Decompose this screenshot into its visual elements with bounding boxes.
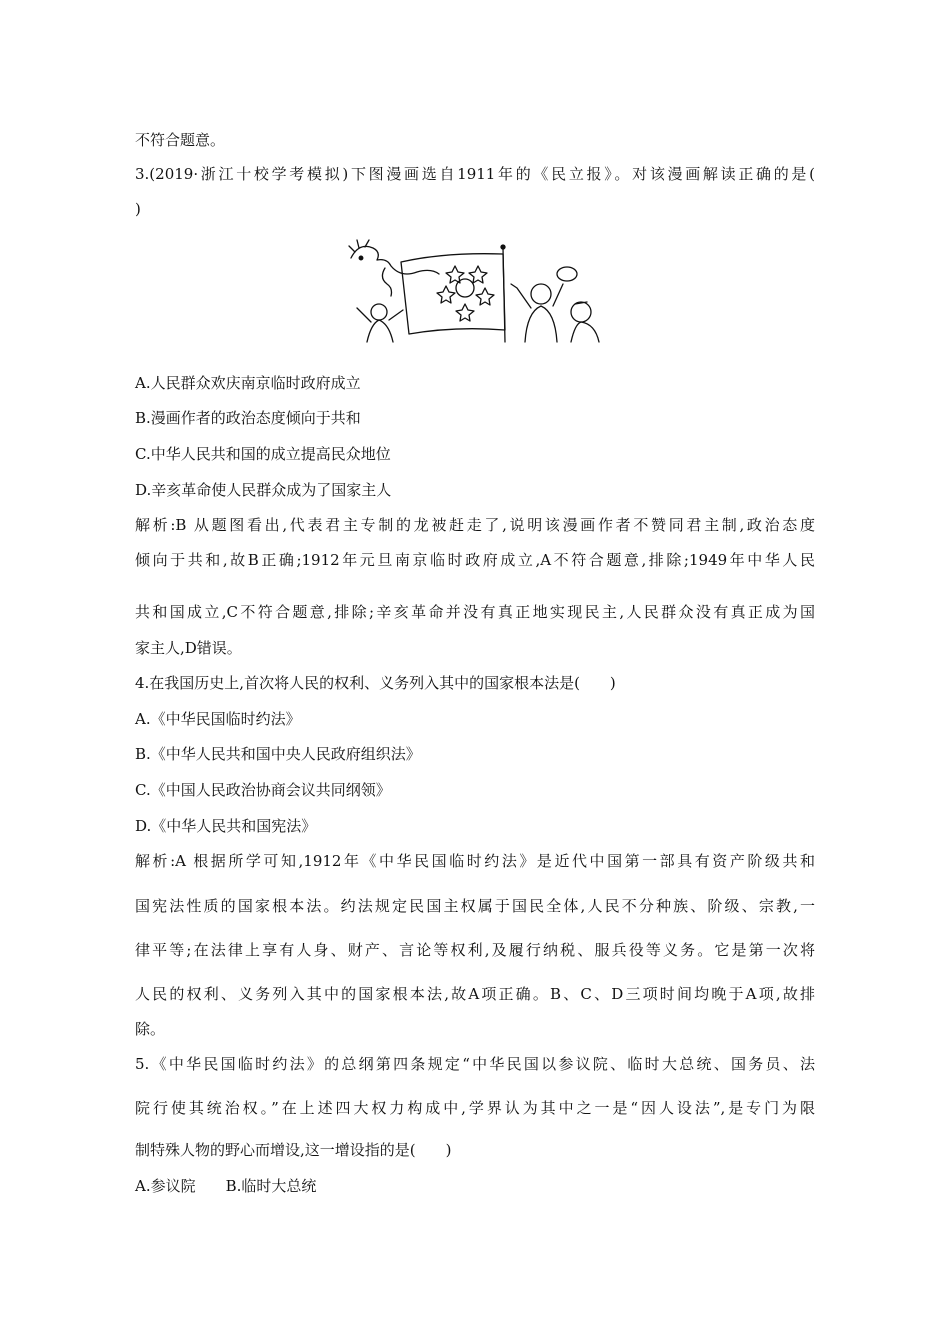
- option-3-d: D.辛亥革命使人民群众成为了国家主人: [135, 481, 392, 499]
- analysis-3-line-3: 共和国成立,C不符合题意,排除;辛亥革命并没有真正地实现民主,人民群众没有真正成为国: [135, 603, 815, 621]
- analysis-4-line-5: 除。: [135, 1020, 166, 1038]
- option-4-a: A.《中华民国临时约法》: [135, 710, 301, 728]
- analysis-3-line-4: 家主人,D错误。: [135, 639, 242, 657]
- person-right: [531, 284, 551, 304]
- question-3-stem: 3.(2019·浙江十校学考模拟)下图漫画选自1911年的《民立报》。对该漫画解读正确的是(: [135, 165, 815, 183]
- question-5-stem-line-1: 5.《中华民国临时约法》的总纲第四条规定“中华民国以参议院、临时大总统、国务员、法: [135, 1055, 815, 1073]
- analysis-4-line-1: 解析:A 根据所学可知,1912年《中华民国临时约法》是近代中国第一部具有资产阶级共和: [135, 852, 815, 870]
- option-3-c: C.中华人民共和国的成立提高民众地位: [135, 445, 391, 463]
- cartoon-figure: [345, 238, 607, 346]
- analysis-3-line-2: 倾向于共和,故B正确;1912年元旦南京临时政府成立,A不符合题意,排除;1949年中华人民: [135, 551, 815, 569]
- analysis-4-line-4: 人民的权利、义务列入其中的国家根本法,故A项正确。B、C、D三项时间均晚于A项,故排: [135, 985, 815, 1003]
- person-left: [371, 304, 387, 320]
- question-3-stem-end: ): [135, 200, 141, 218]
- option-3-b: B.漫画作者的政治态度倾向于共和: [135, 409, 361, 427]
- analysis-4-line-2: 国宪法性质的国家根本法。约法规定民国主权属于国民全体,人民不分种族、阶级、宗教,一: [135, 897, 815, 915]
- question-5-stem-line-3: 制特殊人物的野心而增设,这一增设指的是( ): [135, 1141, 452, 1159]
- question-4-stem: 4.在我国历史上,首次将人民的权利、义务列入其中的国家根本法是( ): [135, 674, 616, 692]
- option-5-ab: A.参议院 B.临时大总统: [135, 1177, 317, 1195]
- text-line-continuation: 不符合题意。: [135, 131, 226, 149]
- option-4-d: D.《中华人民共和国宪法》: [135, 817, 317, 835]
- analysis-3-line-1: 解析:B 从题图看出,代表君主专制的龙被赶走了,说明该漫画作者不赞同君主制,政治态度: [135, 516, 815, 534]
- option-4-c: C.《中国人民政治协商会议共同纲领》: [135, 781, 391, 799]
- analysis-4-line-3: 律平等;在法律上享有人身、财产、言论等权利,及履行纳税、服兵役等义务。它是第一次将: [135, 941, 815, 959]
- option-3-a: A.人民群众欢庆南京临时政府成立: [135, 374, 361, 392]
- question-5-stem-line-2: 院行使其统治权。”在上述四大权力构成中,学界认为其中之一是“因人设法”,是专门为限: [135, 1099, 815, 1117]
- dragon: [351, 246, 439, 274]
- option-4-b: B.《中华人民共和国中央人民政府组织法》: [135, 745, 421, 763]
